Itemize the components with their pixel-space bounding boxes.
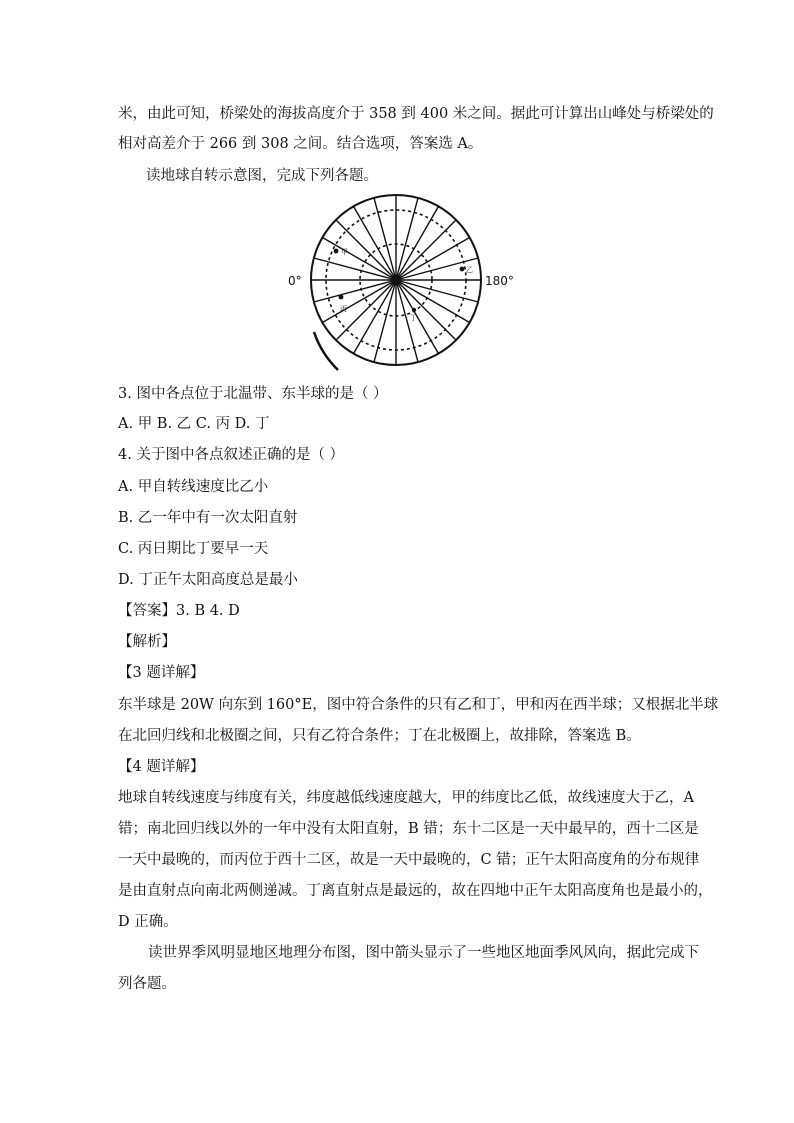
q4-text-line: 一天中最晚的，而丙位于西十二区，故是一天中最晚的，C 错；正午太阳高度角的分布规律 xyxy=(118,852,700,868)
question-4-stem: 4. 关于图中各点叙述正确的是（ ） xyxy=(118,447,345,463)
next-intro-line: 读世界季风明显地区地理分布图，图中箭头显示了一些地区地面季风风向，据此完成下 xyxy=(148,945,699,961)
q4-text-line: D 正确。 xyxy=(118,914,178,930)
earth-rotation-diagram xyxy=(286,192,514,378)
point-ding xyxy=(412,308,416,312)
point-yi xyxy=(460,267,465,272)
q4-text-line: 错；南北回归线以外的一年中没有太阳直射，B 错；东十二区是一天中最早的，西十二区是 xyxy=(118,821,699,837)
analysis-heading: 【解析】 xyxy=(118,634,176,650)
point-yi-label: 乙 xyxy=(466,266,473,274)
meridian-line xyxy=(396,280,478,302)
intro-line: 读地球自转示意图，完成下列各题。 xyxy=(146,168,378,184)
q3-heading: 【3 题详解】 xyxy=(118,665,205,681)
text-line: 相对高差介于 266 到 308 之间。结合选项，答案选 A。 xyxy=(118,136,483,152)
question-3-stem: 3. 图中各点位于北温带、东半球的是（ ） xyxy=(118,386,388,402)
question-4-option-c: C. 丙日期比丁要早一天 xyxy=(118,541,269,557)
point-jia xyxy=(334,249,339,254)
question-3-options: A. 甲 B. 乙 C. 丙 D. 丁 xyxy=(118,416,270,432)
text-line: 米，由此可知，桥梁处的海拔高度介于 358 到 400 米之间。据此可计算出山峰处与桥梁处的 xyxy=(118,106,714,122)
earth-rotation-svg xyxy=(286,192,514,378)
label-180-degree: 180° xyxy=(485,274,514,288)
point-bing xyxy=(339,295,344,300)
point-ding-label: 丁 xyxy=(410,314,417,322)
point-bing-label: 丙 xyxy=(340,305,347,313)
north-pole-center xyxy=(391,275,401,285)
question-4-option-b: B. 乙一年中有一次太阳直射 xyxy=(118,510,298,526)
q3-text-line: 在北回归线和北极圈之间，只有乙符合条件；丁在北极圈上，故排除，答案选 B。 xyxy=(118,728,641,744)
answer-line: 【答案】3. B 4. D xyxy=(118,603,240,619)
q3-text-line: 东半球是 20W 向东到 160°E，图中符合条件的只有乙和丁，甲和丙在西半球；又根据北半球 xyxy=(118,697,719,713)
label-0-degree: 0° xyxy=(288,274,302,288)
point-jia-label: 甲 xyxy=(341,248,348,256)
next-intro-line: 列各题。 xyxy=(118,976,176,992)
q4-text-line: 是由直射点向南北两侧递减。丁离直射点是最远的，故在四地中正午太阳高度角也是最小的， xyxy=(118,883,713,899)
question-4-option-d: D. 丁正午太阳高度总是最小 xyxy=(118,572,298,588)
q4-text-line: 地球自转线速度与纬度有关，纬度越低线速度越大，甲的纬度比乙低，故线速度大于乙，A xyxy=(118,790,694,806)
q4-heading: 【4 题详解】 xyxy=(118,759,205,775)
question-4-option-a: A. 甲自转线速度比乙小 xyxy=(118,479,269,495)
